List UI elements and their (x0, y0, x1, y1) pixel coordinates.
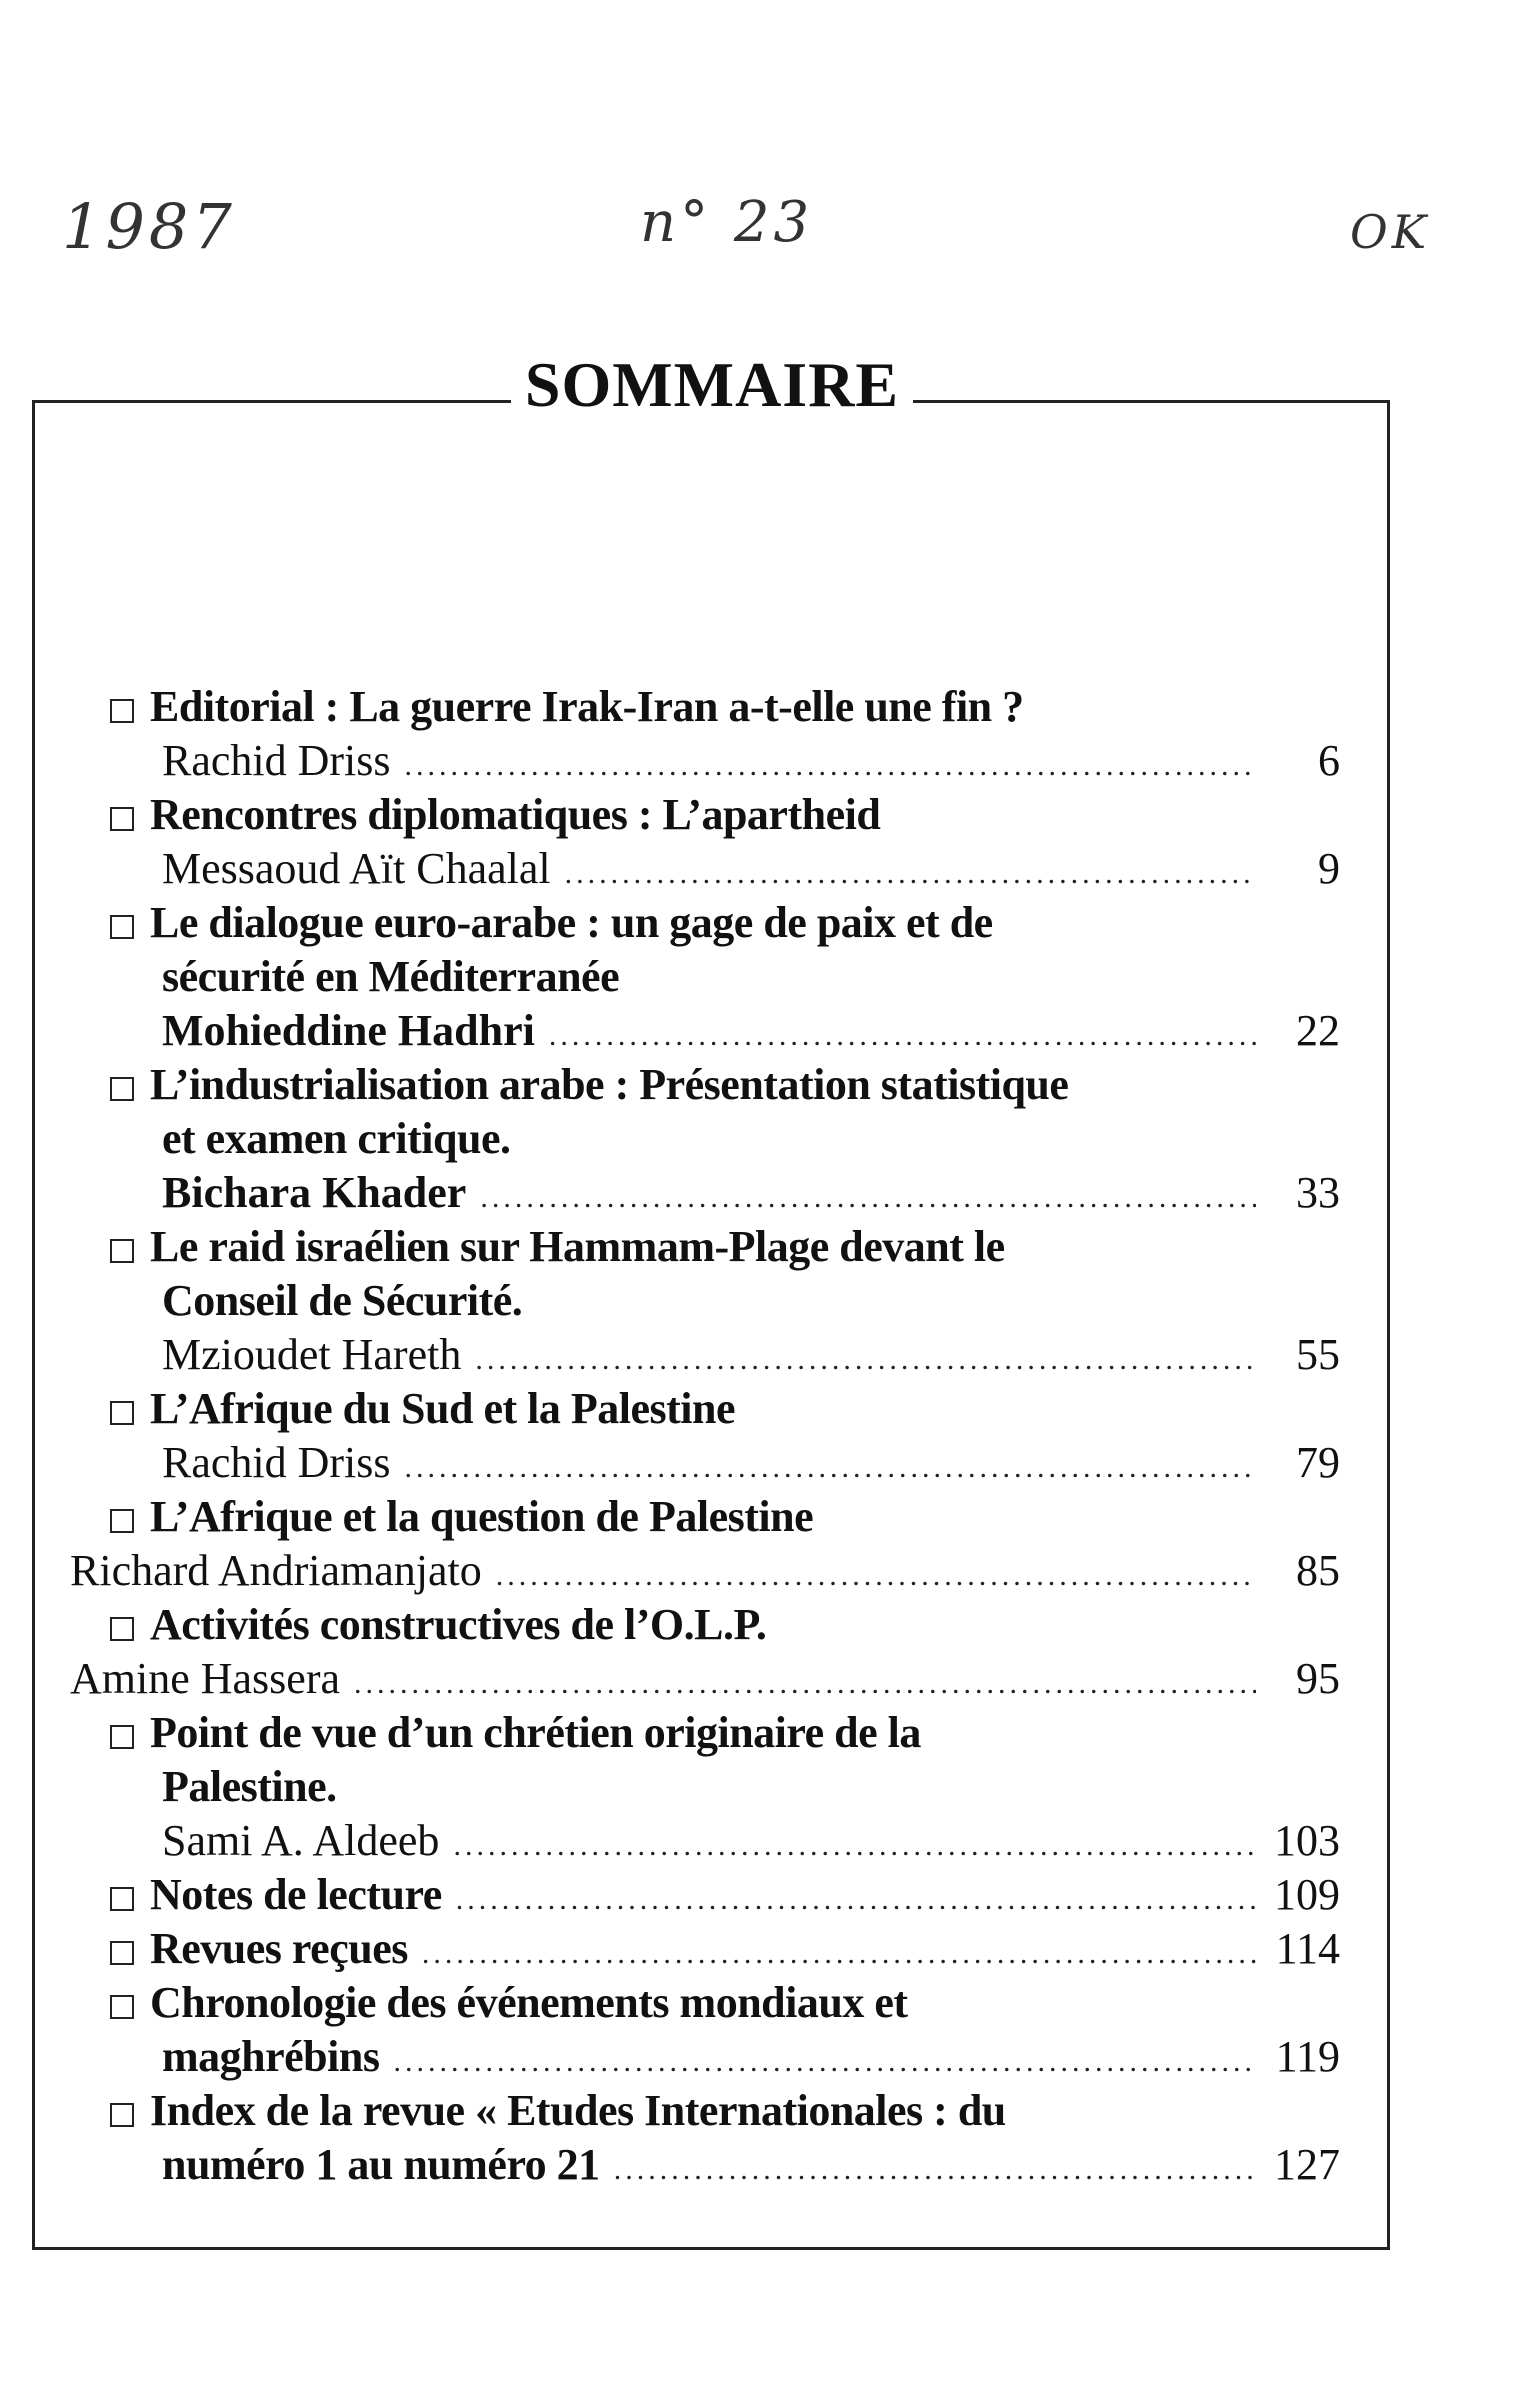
entry-title: Editorial : La guerre Irak-Iran a-t-elle une fin ? (150, 682, 1024, 731)
entry-page: 33 (1296, 1168, 1340, 1217)
checkbox-bullet-icon (110, 1617, 134, 1641)
entry-page: 95 (1296, 1654, 1340, 1703)
checkbox-bullet-icon (110, 1941, 134, 1965)
toc-entry (110, 788, 1340, 896)
entry-page: 103 (1274, 1816, 1340, 1865)
handwritten-mark: OK (1350, 205, 1431, 259)
leader-dots (405, 1441, 1256, 1495)
leader-dots (405, 739, 1256, 793)
toc-entry (110, 1868, 1340, 1922)
entry-page: 127 (1274, 2140, 1340, 2189)
entry-title: Notes de lecture (150, 1870, 442, 1919)
entry-author: Messaoud Aït Chaalal (162, 844, 551, 893)
leader-dots (453, 1819, 1256, 1873)
checkbox-bullet-icon (110, 699, 134, 723)
entry-title: L’Afrique du Sud et la Palestine (150, 1384, 736, 1433)
checkbox-bullet-icon (110, 2103, 134, 2127)
entry-author: Rachid Driss (162, 1438, 391, 1487)
entry-title: maghrébins (162, 2032, 380, 2081)
entry-author: Mzioudet Hareth (162, 1330, 462, 1379)
entry-title: Point de vue d’un chrétien originaire de la (150, 1708, 921, 1757)
title-wrap (0, 348, 1424, 422)
checkbox-bullet-icon (110, 1509, 134, 1533)
entry-page: 6 (1318, 736, 1340, 785)
toc-entry (110, 1382, 1340, 1490)
entry-author: Bichara Khader (162, 1168, 467, 1217)
entry-title: numéro 1 au numéro 21 (162, 2140, 600, 2189)
checkbox-bullet-icon (110, 1077, 134, 1101)
toc-entry (110, 896, 1340, 1058)
leader-dots (393, 2035, 1256, 2089)
entry-author: Mohieddine Hadhri (162, 1006, 535, 1055)
table-of-contents (70, 680, 1340, 2192)
entry-author: Rachid Driss (162, 736, 391, 785)
leader-dots (480, 1171, 1256, 1225)
entry-author: Richard Andriamanjato (70, 1546, 482, 1595)
leader-dots (422, 1927, 1256, 1981)
checkbox-bullet-icon (110, 1725, 134, 1749)
entry-title: Le dialogue euro-arabe : un gage de paix et de (150, 898, 993, 947)
leader-dots (496, 1549, 1256, 1603)
entry-author: Amine Hassera (70, 1654, 341, 1703)
leader-dots (565, 847, 1256, 901)
entry-title: Conseil de Sécurité. (162, 1276, 523, 1325)
handwritten-issue: n° 23 (640, 190, 814, 255)
entry-page: 109 (1274, 1870, 1340, 1919)
entry-author: Sami A. Aldeeb (162, 1816, 440, 1865)
entry-title: L’industrialisation arabe : Présentation statistique (150, 1060, 1069, 1109)
entry-title: Chronologie des événements mondiaux et (150, 1978, 908, 2027)
entry-page: 9 (1318, 844, 1340, 893)
entry-page: 55 (1296, 1330, 1340, 1379)
entry-title: et examen critique. (162, 1114, 511, 1163)
toc-entry (70, 1598, 1340, 1706)
entry-page: 114 (1275, 1924, 1340, 1973)
toc-entry (110, 680, 1340, 788)
page-title: SOMMAIRE (511, 348, 913, 422)
toc-entry (110, 1706, 1340, 1868)
entry-title: Palestine. (162, 1762, 337, 1811)
leader-dots (475, 1333, 1256, 1387)
toc-entry (110, 1220, 1340, 1382)
entry-title: Index de la revue « Etudes Internationales : du (150, 2086, 1006, 2135)
handwritten-year: 1987 (62, 190, 236, 263)
entry-title: L’Afrique et la question de Palestine (150, 1492, 814, 1541)
toc-entry (110, 1058, 1340, 1220)
leader-dots (614, 2143, 1256, 2197)
entry-page: 119 (1275, 2032, 1340, 2081)
checkbox-bullet-icon (110, 1401, 134, 1425)
checkbox-bullet-icon (110, 915, 134, 939)
leader-dots (354, 1657, 1256, 1711)
entry-page: 22 (1296, 1006, 1340, 1055)
toc-entry (70, 1490, 1340, 1598)
entry-page: 85 (1296, 1546, 1340, 1595)
toc-entry (110, 2084, 1340, 2192)
entry-title: Le raid israélien sur Hammam-Plage devant le (150, 1222, 1005, 1271)
entry-title: sécurité en Méditerranée (162, 952, 620, 1001)
checkbox-bullet-icon (110, 1239, 134, 1263)
entry-title: Revues reçues (150, 1924, 408, 1973)
entry-page: 79 (1296, 1438, 1340, 1487)
toc-entry (110, 1976, 1340, 2084)
checkbox-bullet-icon (110, 1995, 134, 2019)
toc-entry (110, 1922, 1340, 1976)
checkbox-bullet-icon (110, 807, 134, 831)
entry-title: Activités constructives de l’O.L.P. (150, 1600, 767, 1649)
checkbox-bullet-icon (110, 1887, 134, 1911)
leader-dots (456, 1873, 1256, 1927)
entry-title: Rencontres diplomatiques : L’apartheid (150, 790, 881, 839)
leader-dots (549, 1009, 1256, 1063)
